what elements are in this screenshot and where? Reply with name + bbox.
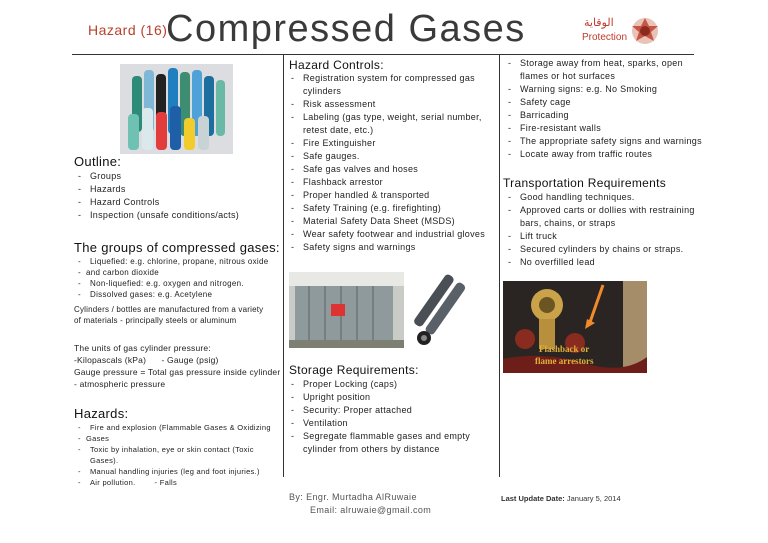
list-item: - Fire-resistant walls (506, 122, 702, 135)
logo-english-text: Protection (582, 32, 628, 43)
hazards-list (76, 422, 281, 488)
storage-requirements-heading: Storage Requirements: (289, 363, 419, 377)
list-item: - Manual handling injuries (leg and foot injuries.) (76, 466, 281, 477)
list-item: - Proper Locking (caps) (289, 378, 497, 391)
column-divider-right (499, 55, 500, 477)
list-item: - Liquefied: e.g. chlorine, propane, nitrous oxide (76, 256, 281, 267)
list-item: - Warning signs: e.g. No Smoking (506, 83, 702, 96)
list-item-continuation: retest date, etc.) (303, 125, 374, 135)
list-item: - Security: Proper attached (289, 404, 497, 417)
list-item: - Lift truck (506, 230, 702, 243)
column-divider-left (283, 55, 284, 477)
list-item: - Segregate flammable gases and empty (289, 430, 497, 443)
list-item: - Barricading (506, 109, 702, 122)
list-item: - Safety signs and warnings (289, 241, 497, 254)
last-update (501, 494, 621, 503)
list-item: - Safety cage (506, 96, 702, 109)
list-item: - Fire Extinguisher (289, 137, 497, 150)
list-item: - Wear safety footwear and industrial gloves (289, 228, 497, 241)
gas-cylinders-photo (120, 64, 233, 154)
last-update-label: Last Update Date: (501, 494, 565, 503)
transportation-heading: Transportation Requirements (503, 176, 667, 190)
text-line: Cylinders / bottles are manufactured from a variety (74, 305, 264, 314)
list-item: - Flashback arrestor (289, 176, 497, 189)
list-item: - Upright position (289, 391, 497, 404)
page-title: Compressed Gases (166, 8, 526, 50)
last-update-date: January 5, 2014 (566, 494, 621, 503)
list-item-continuation: flames or hot surfaces (520, 71, 616, 81)
list-item: - No overfilled lead (506, 256, 702, 269)
flashback-arrestor-photo (503, 281, 647, 373)
list-item: - Non-liquefied: e.g. oxygen and nitrogen. (76, 278, 281, 289)
pressure-units-text (74, 342, 282, 390)
list-item-continuation: bars, chains, or straps (520, 218, 616, 228)
text-line: - atmospheric pressure (74, 379, 166, 389)
list-item: - Secured cylinders by chains or straps. (506, 243, 702, 256)
hazard-number: Hazard (16) (88, 22, 168, 38)
list-item: - Material Safety Data Sheet (MSDS) (289, 215, 497, 228)
hazard-controls-heading: Hazard Controls: (289, 58, 384, 72)
hazard-controls-list (289, 72, 497, 254)
list-item: - Groups (76, 170, 281, 183)
list-item: - Approved carts or dollies with restraining (506, 204, 702, 217)
storage-continued-list (506, 57, 702, 161)
list-item-continuation: - Gases (76, 433, 281, 444)
list-item: - Hazard Controls (76, 196, 281, 209)
text-line: The units of gas cylinder pressure: (74, 343, 211, 353)
list-item: - Good handling techniques. (506, 191, 702, 204)
logo-arabic-text: الوقاية (584, 17, 614, 29)
list-item-continuation: cylinders (303, 86, 342, 96)
list-item: - Risk assessment (289, 98, 497, 111)
shield-logo-icon (630, 14, 660, 48)
author-email: Email: alruwaie@gmail.com (310, 505, 432, 515)
list-item: - Storage away from heat, sparks, open (506, 57, 702, 70)
list-item: - Dissolved gases: e.g. Acetylene (76, 289, 281, 300)
storage-requirements-list (289, 378, 497, 456)
photo-caption-line: flame arrestors (535, 356, 594, 366)
text-line: of materials - principally steels or aluminum (74, 316, 237, 325)
hazards-heading: Hazards: (74, 406, 129, 421)
photo-caption-line: Flashback or (539, 344, 590, 354)
protection-logo (576, 14, 666, 50)
groups-heading: The groups of compressed gases: (74, 240, 280, 255)
cylinder-cart-photo (406, 270, 468, 350)
header-divider (72, 54, 694, 55)
list-item: - The appropriate safety signs and warnings (506, 135, 702, 148)
list-item: - Safety Training (e.g. firefighting) (289, 202, 497, 215)
list-item: - Hazards (76, 183, 281, 196)
text-line: Gauge pressure = Total gas pressure inside cylinder (74, 367, 281, 377)
groups-list (76, 256, 281, 300)
outline-list (76, 170, 281, 222)
storage-cage-photo (289, 272, 404, 348)
text-line: -Kilopascals (kPa) - Gauge (psig) (74, 355, 219, 365)
outline-heading: Outline: (74, 154, 122, 169)
list-item: - Inspection (unsafe conditions/acts) (76, 209, 281, 222)
list-item: - Ventilation (289, 417, 497, 430)
author-credit: By: Engr. Murtadha AlRuwaie (289, 492, 417, 502)
list-item: - Safe gas valves and hoses (289, 163, 497, 176)
list-item: - Fire and explosion (Flammable Gases & Oxidizing (76, 422, 281, 433)
transportation-list (506, 191, 702, 269)
list-item: - Proper handled & transported (289, 189, 497, 202)
cylinders-material-text (74, 304, 282, 326)
list-item: - Toxic by inhalation, eye or skin contact (Toxic Gases). (76, 444, 281, 466)
list-item: - Safe gauges. (289, 150, 497, 163)
list-item-continuation: cylinder from others by distance (303, 444, 440, 454)
list-item: - Labeling (gas type, weight, serial number, (289, 111, 497, 124)
list-item: - Air pollution. - Falls (76, 477, 281, 488)
list-item-continuation: - and carbon dioxide (76, 267, 281, 278)
list-item: - Locate away from traffic routes (506, 148, 702, 161)
list-item: - Registration system for compressed gas (289, 72, 497, 85)
